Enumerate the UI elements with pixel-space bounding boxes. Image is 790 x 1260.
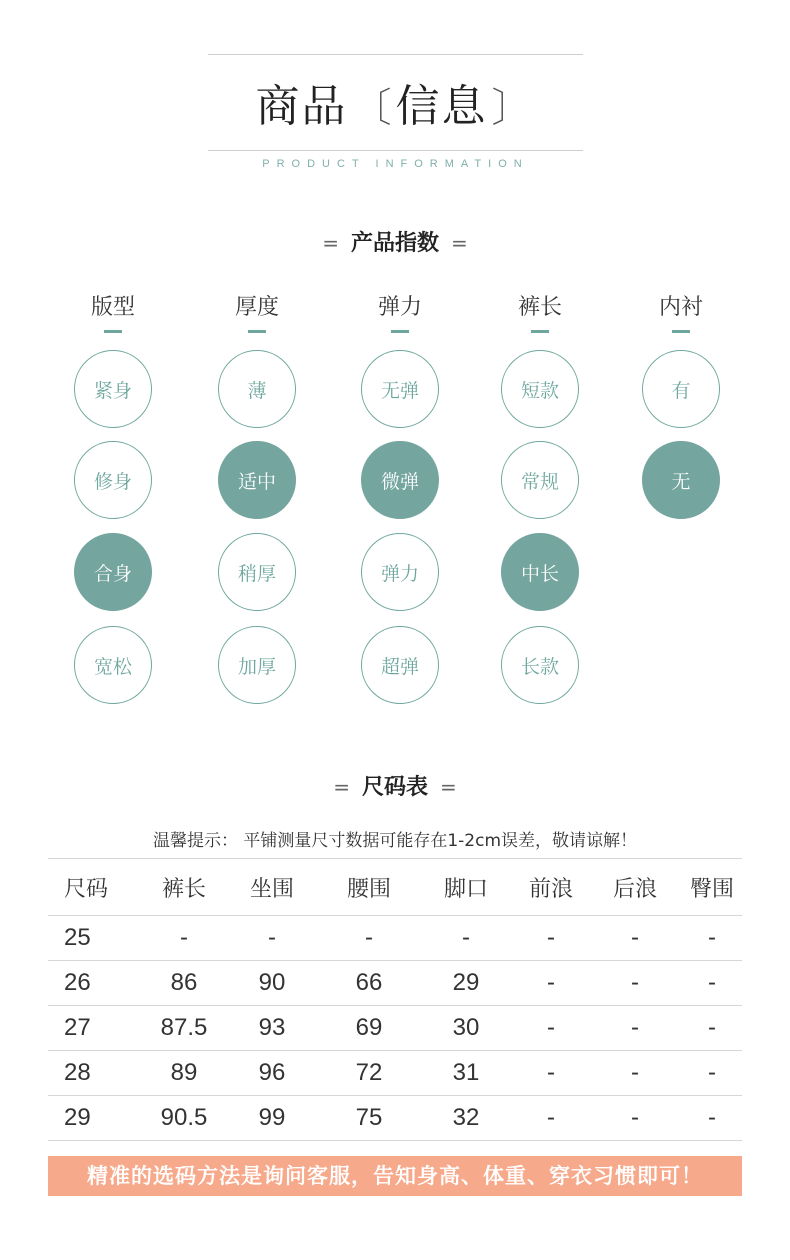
table-cell: - xyxy=(514,1096,588,1141)
index-column-label: 厚度 xyxy=(234,295,279,320)
table-cell: 93 xyxy=(224,1006,320,1051)
index-option: 薄 xyxy=(218,350,296,428)
table-cell: - xyxy=(682,1096,742,1141)
title-left: 商品 xyxy=(255,81,348,132)
table-header-row xyxy=(48,859,742,916)
measurement-note: 温馨提示： 平铺测量尺寸数据可能存在1-2cm误差，敬请谅解！ xyxy=(152,831,638,851)
table-cell: - xyxy=(514,961,588,1006)
index-option: 修身 xyxy=(74,441,152,519)
table-cell: 26 xyxy=(48,961,144,1006)
table-cell: 坐围 xyxy=(224,859,320,916)
table-cell: 69 xyxy=(320,1006,418,1051)
table-cell: 臀围 xyxy=(682,859,742,916)
table-cell: 86 xyxy=(144,961,224,1006)
table-cell: - xyxy=(588,1051,682,1096)
table-cell: - xyxy=(418,916,514,961)
index-column-underline xyxy=(391,330,409,333)
index-column-label: 版型 xyxy=(90,295,135,320)
table-cell: 25 xyxy=(48,916,144,961)
table-cell: 前浪 xyxy=(514,859,588,916)
index-option-selected: 无 xyxy=(642,441,720,519)
table-cell: - xyxy=(588,916,682,961)
index-column-4 xyxy=(641,292,721,333)
table-row xyxy=(48,1096,742,1141)
index-column-label: 弹力 xyxy=(377,295,422,320)
index-option: 弹力 xyxy=(361,533,439,611)
table-row xyxy=(48,1051,742,1096)
table-cell: 89 xyxy=(144,1051,224,1096)
size-table xyxy=(48,858,742,1141)
table-cell: 87.5 xyxy=(144,1006,224,1051)
index-option-selected: 中长 xyxy=(501,533,579,611)
index-option: 短款 xyxy=(501,350,579,428)
table-cell: - xyxy=(320,916,418,961)
index-column-underline xyxy=(531,330,549,333)
table-cell: 27 xyxy=(48,1006,144,1051)
top-rule xyxy=(208,54,583,55)
table-row xyxy=(48,961,742,1006)
table-cell: 72 xyxy=(320,1051,418,1096)
bracket-close: 〕 xyxy=(491,85,532,131)
index-option: 超弹 xyxy=(361,626,439,704)
table-cell: - xyxy=(588,1096,682,1141)
table-cell: 30 xyxy=(418,1006,514,1051)
table-cell: 31 xyxy=(418,1051,514,1096)
table-row xyxy=(48,916,742,961)
table-cell: 腰围 xyxy=(320,859,418,916)
index-column-0 xyxy=(73,292,153,333)
table-cell: 尺码 xyxy=(48,859,144,916)
index-option: 稍厚 xyxy=(218,533,296,611)
table-cell: 28 xyxy=(48,1051,144,1096)
table-cell: - xyxy=(588,1006,682,1051)
table-cell: - xyxy=(514,1006,588,1051)
index-option: 有 xyxy=(642,350,720,428)
table-cell: 75 xyxy=(320,1096,418,1141)
index-option: 常规 xyxy=(501,441,579,519)
index-option: 加厚 xyxy=(218,626,296,704)
bottom-rule xyxy=(208,150,583,151)
size-heading: = 尺码表 = xyxy=(333,775,457,800)
table-cell: 90.5 xyxy=(144,1096,224,1141)
index-column-label: 内衬 xyxy=(658,295,703,320)
table-cell: 29 xyxy=(48,1096,144,1141)
index-heading: = 产品指数 = xyxy=(322,231,468,256)
table-cell: 99 xyxy=(224,1096,320,1141)
index-option: 长款 xyxy=(501,626,579,704)
table-cell: - xyxy=(588,961,682,1006)
index-option-selected: 适中 xyxy=(218,441,296,519)
table-cell: 66 xyxy=(320,961,418,1006)
table-cell: 脚口 xyxy=(418,859,514,916)
table-cell: - xyxy=(514,1051,588,1096)
index-column-underline xyxy=(672,330,690,333)
index-option: 紧身 xyxy=(74,350,152,428)
table-cell: - xyxy=(682,1051,742,1096)
table-cell: - xyxy=(144,916,224,961)
table-cell: - xyxy=(682,916,742,961)
table-cell: 后浪 xyxy=(588,859,682,916)
table-cell: 裤长 xyxy=(144,859,224,916)
index-option-selected: 合身 xyxy=(74,533,152,611)
table-cell: - xyxy=(224,916,320,961)
table-cell: 90 xyxy=(224,961,320,1006)
index-option-selected: 微弹 xyxy=(361,441,439,519)
index-option: 宽松 xyxy=(74,626,152,704)
table-cell: 32 xyxy=(418,1096,514,1141)
index-column-1 xyxy=(217,292,297,333)
page-title xyxy=(208,72,583,142)
table-cell: - xyxy=(682,1006,742,1051)
index-column-2 xyxy=(360,292,440,333)
table-row xyxy=(48,1006,742,1051)
bracket-open: 〔 xyxy=(351,85,392,131)
table-cell: - xyxy=(514,916,588,961)
page-subtitle: PRODUCT INFORMATION xyxy=(262,158,529,170)
table-cell: - xyxy=(682,961,742,1006)
index-column-3 xyxy=(500,292,580,333)
index-column-underline xyxy=(248,330,266,333)
table-cell: 96 xyxy=(224,1051,320,1096)
table-cell: 29 xyxy=(418,961,514,1006)
index-column-underline xyxy=(104,330,122,333)
index-column-label: 裤长 xyxy=(517,295,562,320)
sizing-tip-banner: 精准的选码方法是询问客服，告知身高、体重、穿衣习惯即可！ xyxy=(48,1156,742,1196)
title-right: 信息 xyxy=(395,81,488,132)
index-option: 无弹 xyxy=(361,350,439,428)
